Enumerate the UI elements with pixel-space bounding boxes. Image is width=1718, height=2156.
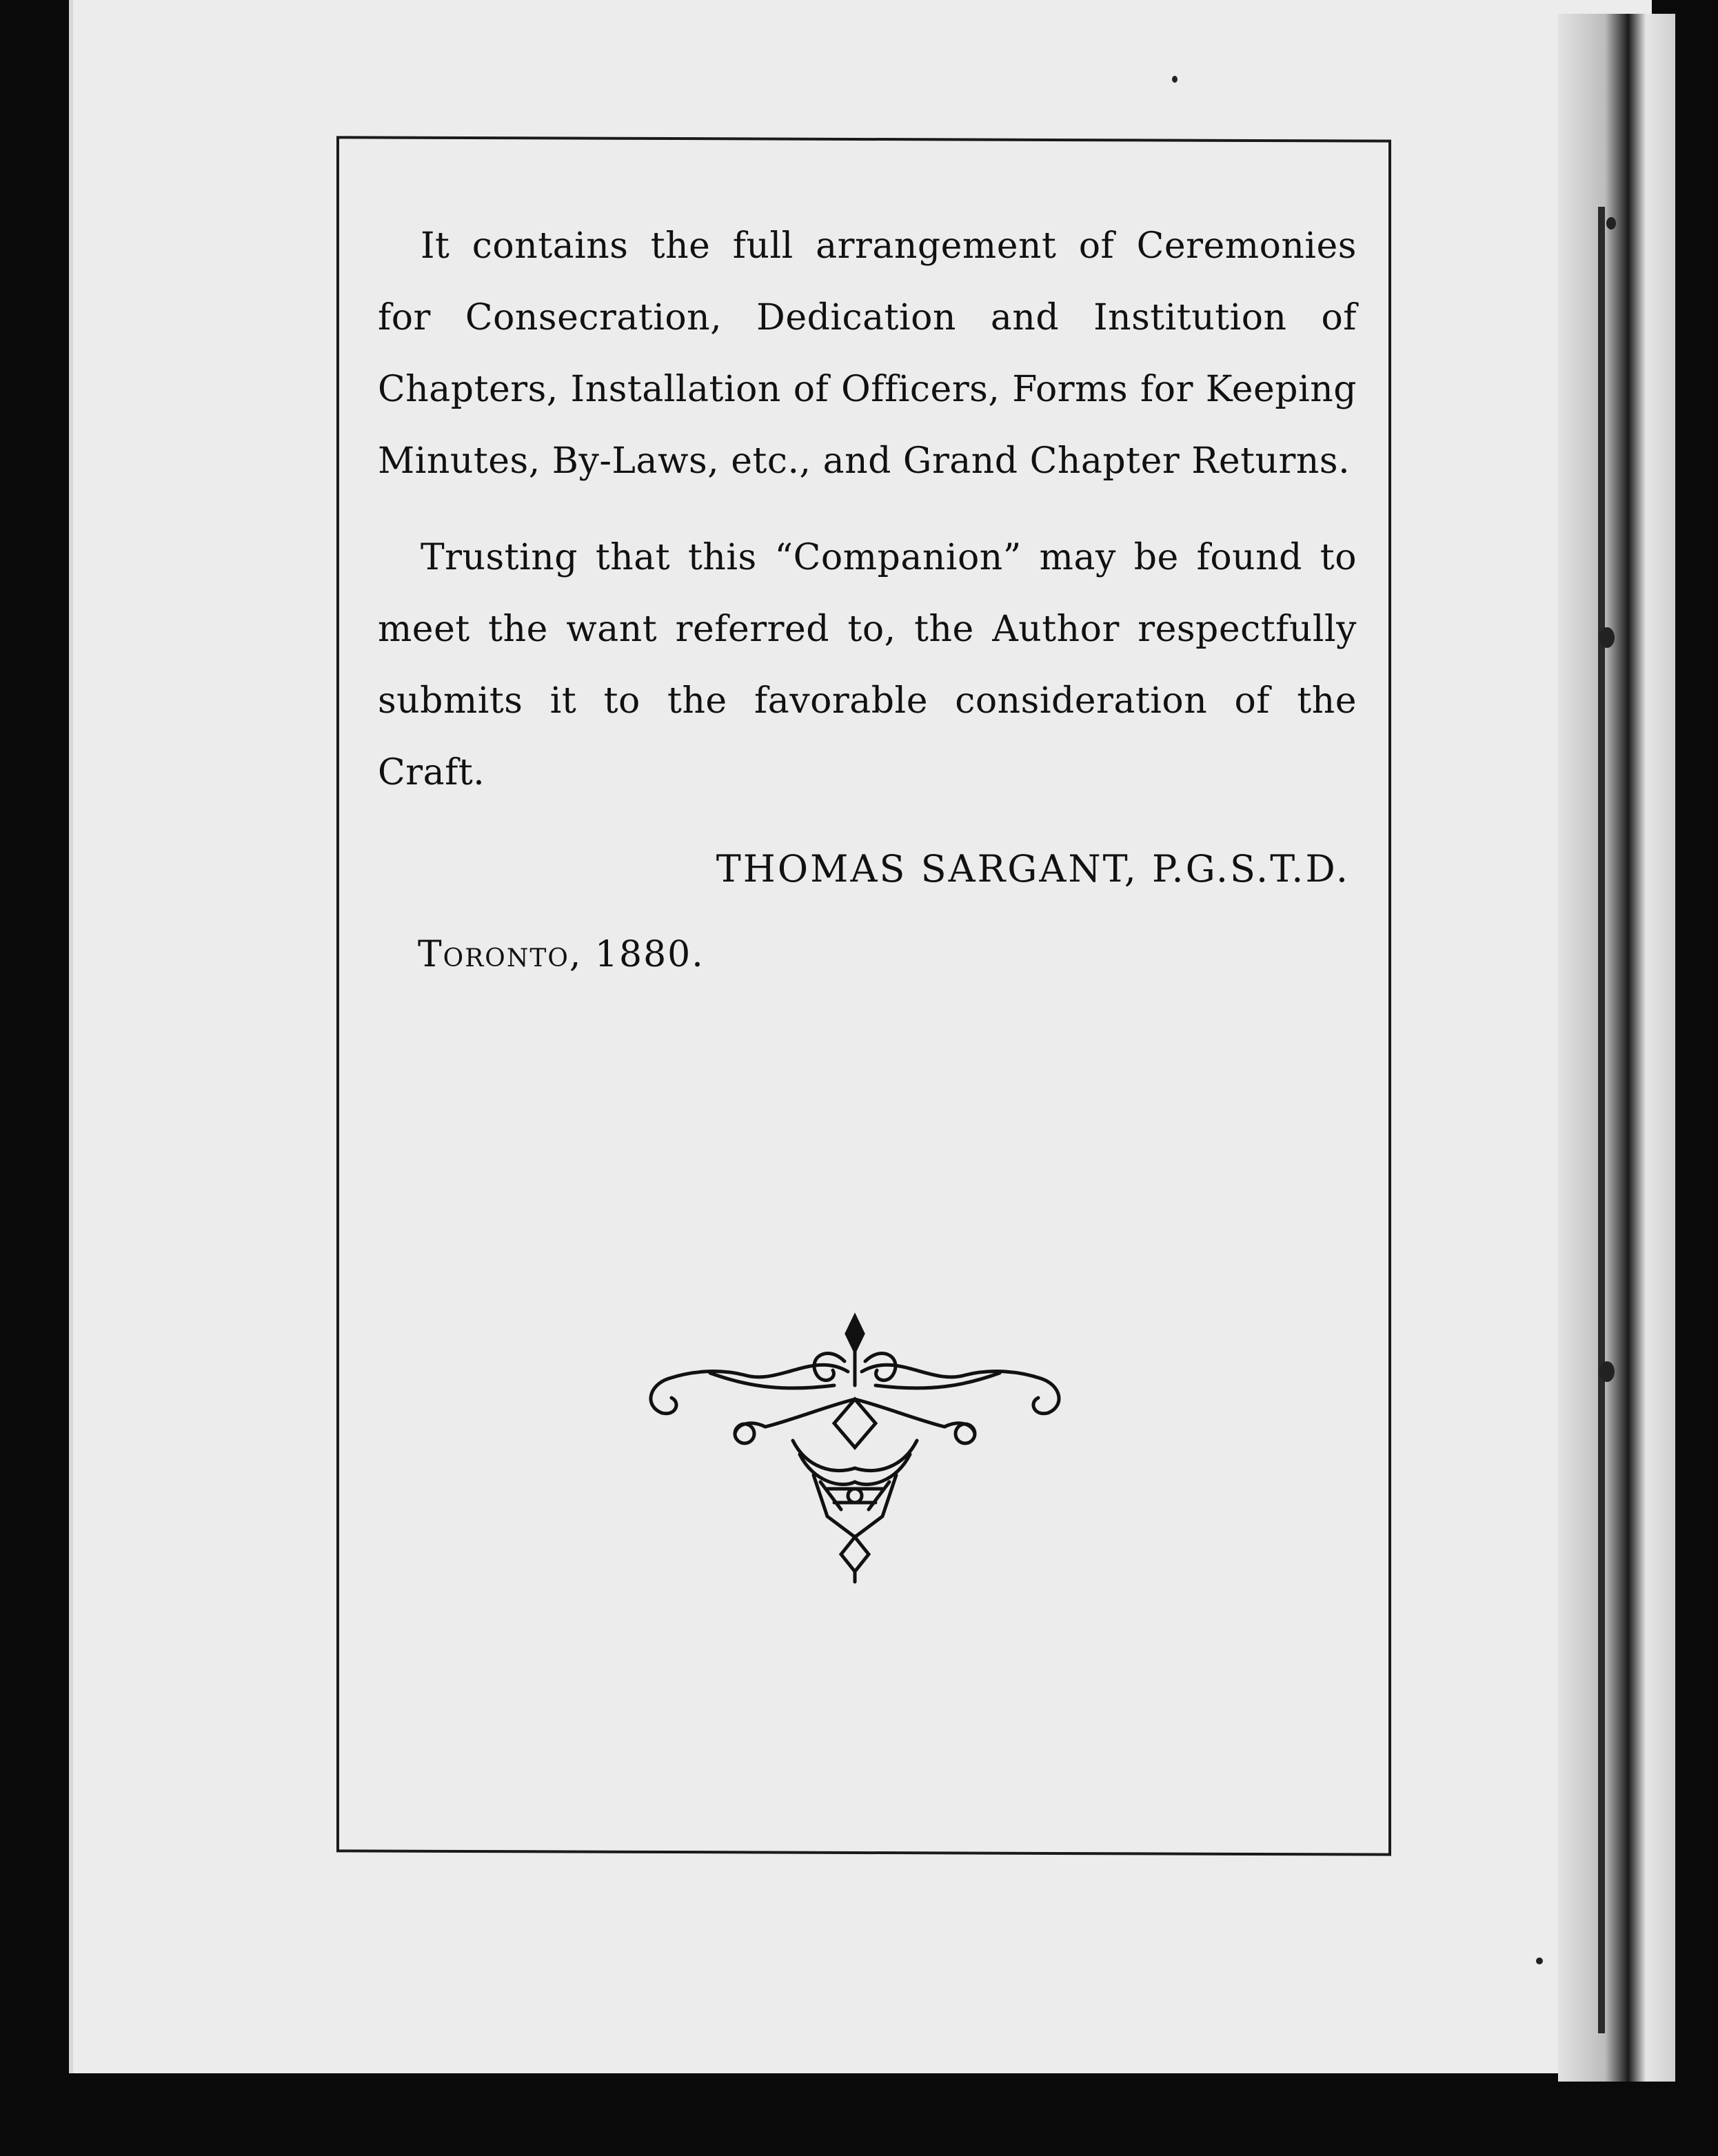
page-fold-edge [1598,207,1605,2033]
paper-speck [1536,1957,1543,1964]
paper-speck [1606,217,1616,230]
place-name: Toronto, [418,934,583,975]
author-signature: THOMAS SARGANT, P.G.S.T.D. [716,847,1350,891]
scroll-ornament-icon [641,1310,1069,1585]
publication-year: 1880. [594,934,705,975]
place-date [418,919,1357,990]
paper-speck [1599,627,1615,648]
text-block [378,210,1357,990]
page-fold [1558,14,1675,2082]
paper-speck [1599,1361,1615,1382]
paragraph-trusting: Trusting that this “Companion” may be found to meet the want referred to, the Author respectfully submits it to the favorable consideration of the Craft. [378,537,1357,793]
paper-speck [1172,76,1178,83]
paragraph-contents: It contains the full arrangement of Ceremonies for Consecration, Dedication and Institution of Chapters, Installation of Officers, Forms for Keeping Minutes, By-Laws, etc., and Grand Chapter Returns. [378,225,1357,482]
